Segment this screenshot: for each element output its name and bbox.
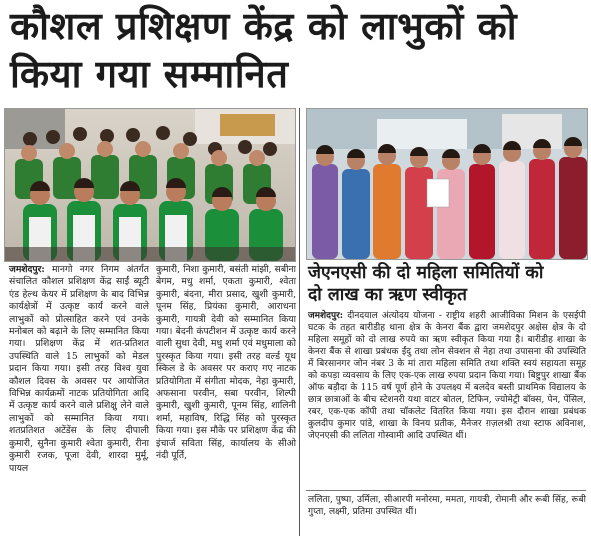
article-2-dateline: जमशेदपुर:: [308, 311, 344, 321]
article-2-body-text: दीनदयाल अंत्योदय योजना - राष्ट्रीय शहरी आजीविका मिशन के एसईपी घटक के तहत बारीडीह थाना क्षेत्र के केनरा बैंक द्वारा जमशेदपुर अक्षेस क्षेत्र के दो महिला समूहों को दो लाख रुपये का ऋण स्वीकृत किया गया है। बारीडीह शाखा के केनरा बैंक से शाखा प्रबंधक ईंदु तथा लोन सेक्शन से नेहा तथा उपासना की उपस्थिति में बिरसानगर जोन नंबर 3 के मां तारा महिला समिति तथा शक्ति स्वयं सहायता समूह को कपड़ा व्यवसाय के लिए एक-एक लाख रुपया प्रदान किया गया। बिष्टुपुर शाखा बैंक ऑफ बड़ौदा के 115 वर्ष पूर्ण होने के उपलक्ष्य में बलदेव बस्ती प्राथमिक विद्यालय के छात्र छात्राओं के बीच स्टेशनरी यथा वाटर बोतल, टिफिन, ज्योमेट्री बॉक्स, पेन, पेंसिल, रबर, एक-एक कॉपी तथा चॉकलेट वितरित किया गया। इस दौरान शाखा प्रबंधक कुलदीप कुमार पांडे, शाखा के विनय प्रतीक, मैनेजर ग़ज़लश्री तथा स्टाफ अविनाश, जेएनएसी की ललिता गोस्वामी आदि उपस्थित थीं।: [308, 311, 586, 441]
article-1-dateline: जमशेदपुर:: [9, 264, 45, 275]
article-2-headline: [308, 262, 586, 306]
article-1-body-col1: मानगो नगर निगम अंतर्गत संचालित कौशल प्रशिक्षण केंद्र साईं ब्यूटी एंड हेल्थ केयर में प्रशिक्षण के बाद विभिन्न कार्यक्षेत्रों में उत्कृष्ट कार्य करने वाले लाभुकों को प्रोत्साहित करने एवं उनके मनोबल को बढ़ाने के लिए सम्मानित किया गया। प्रशिक्षण केंद्र में शत-प्रतिशत उपस्थिति वाले 15 लाभुकों को मेडल प्रदान किया गया। इसी तरह विश्व युवा कौशल दिवस के अवसर पर आयोजित विभिन्न कार्यक्रमों नाटक प्रतियोगिता आदि में उत्कृष्ट कार्य करने वाले प्रशिक्षु लेने वाले लाभुकों को सम्मानित किया गया। शतप्रतिशत अटेंडेंस के लिए दीपाली कुमारी, सुनैना कुमारी श्वेता कुमारी, रीना कुमारी रजक, पूजा देवी, शारदा मुर्मू, पायल: [9, 264, 149, 474]
photo-women-committee-icon: [307, 109, 587, 259]
article-1-column-1: [9, 264, 149, 475]
article-1-column-2: [156, 264, 296, 463]
headline-line-2: किया गया सम्मानित: [10, 52, 289, 96]
article-1-continued: [308, 494, 586, 518]
photo-women-committee: [306, 108, 588, 260]
article-divider: [306, 490, 586, 491]
photo-trainees-group: [4, 108, 296, 262]
column-divider: [299, 108, 300, 536]
article-2-body: [308, 310, 586, 442]
photo-trainees-group-icon: [5, 109, 295, 261]
article-1-body-col2: कुमारी, निशा कुमारी, बसंती मांझी, सबीना बेगम, मधु शर्मा, एकता कुमारी, श्वेता कुमारी, बंदना, मीरा प्रसाद, खुशी कुमारी, पूनम सिंह, प्रियंका कुमारी, आराधना कुमारी, गायत्री देवी को सम्मानित किया गया। बेदनी कंपटीशन में उत्कृष्ट कार्य करने वाली सुधा देवी, मधु शर्मा एवं मधुमाला को पुरस्कृत किया गया। इसी तरह वर्ल्ड यूथ स्किल डे के अवसर पर कराए गए नाटक प्रतियोगिता में संगीता मोदक, नेहा कुमारी, अफसाना परवीन, सबा परवीन, शिल्पी कुमारी, खुशी कुमारी, पूनम सिंह, शालिनी शर्मा, महाविष, रिद्धि सिंह को पुरस्कृत किया गया। इस मौके पर प्रशिक्षण केंद्र की इंचार्ज सविता सिंह, कार्यालय के सीओ नंदी पूर्ति,: [156, 264, 296, 462]
headline-line-1: कौशल प्रशिक्षण केंद्र को लाभुकों को: [10, 4, 518, 48]
article-2-headline-line-1: जेएनएसी की दो महिला समितियों को: [308, 263, 544, 283]
article-1-continued-text: ललिता, पुष्पा, उर्मिला, सीआरपी मनोरमा, ममता, गायत्री, रोमानी और रूबी सिंह, रूबी गुप्ता, लक्ष्मी, प्रतिमा उपस्थित थीं।: [308, 495, 586, 517]
main-headline: [10, 2, 585, 98]
article-2-headline-line-2: दो लाख का ऋण स्वीकृत: [308, 285, 467, 305]
